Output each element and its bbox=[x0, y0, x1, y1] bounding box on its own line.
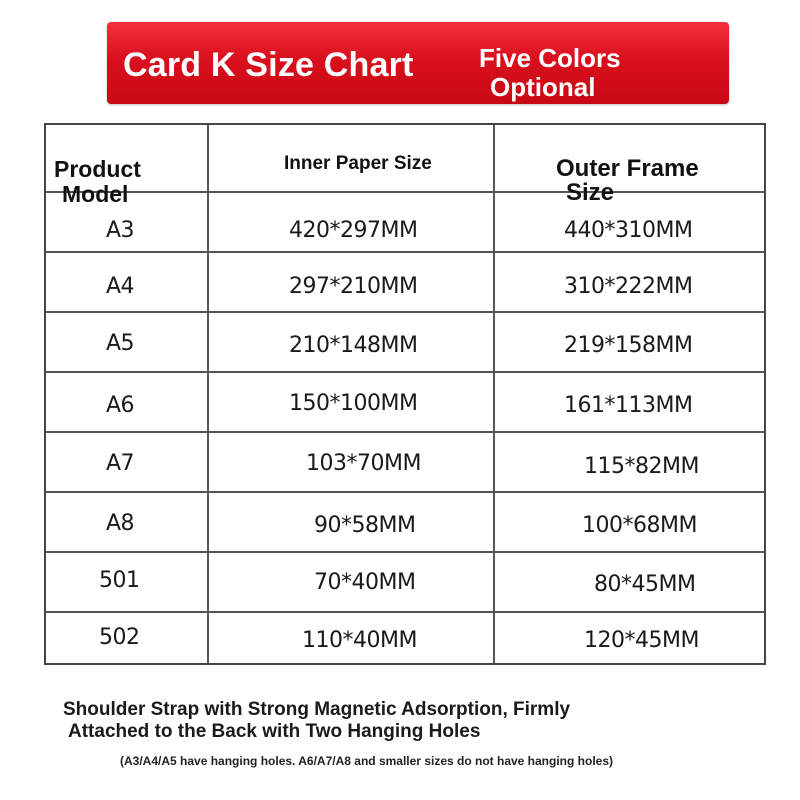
row-outer-a4: 310*222MM bbox=[564, 274, 693, 299]
row-outer-501: 80*45MM bbox=[594, 572, 696, 597]
row-model-a5: A5 bbox=[106, 331, 135, 356]
row-inner-a6: 150*100MM bbox=[289, 391, 418, 416]
row-divider bbox=[46, 611, 764, 613]
row-inner-a8: 90*58MM bbox=[314, 513, 416, 538]
row-outer-a5: 219*158MM bbox=[564, 333, 693, 358]
row-outer-a3: 440*310MM bbox=[564, 218, 693, 243]
row-outer-a7: 115*82MM bbox=[584, 454, 699, 479]
banner-subtitle-line2: Optional bbox=[490, 72, 596, 102]
header-product-model-line1: Product bbox=[54, 156, 141, 182]
row-model-a6: A6 bbox=[106, 393, 135, 418]
header-outer-frame-size-line1: Outer Frame bbox=[556, 155, 699, 182]
row-inner-502: 110*40MM bbox=[302, 628, 417, 653]
feature-note-line1: Shoulder Strap with Strong Magnetic Adsorption, Firmly bbox=[63, 699, 571, 720]
header-inner-paper-size: Inner Paper Size bbox=[284, 153, 432, 174]
column-divider bbox=[493, 125, 495, 663]
row-model-a3: A3 bbox=[106, 218, 135, 243]
row-divider bbox=[46, 431, 764, 433]
row-outer-502: 120*45MM bbox=[584, 628, 699, 653]
row-outer-a6: 161*113MM bbox=[564, 393, 693, 418]
row-inner-a5: 210*148MM bbox=[289, 333, 418, 358]
header-product-model-line2: Model bbox=[62, 181, 129, 207]
row-inner-a7: 103*70MM bbox=[306, 451, 421, 476]
size-table bbox=[44, 123, 766, 665]
banner-subtitle-line1: Five Colors bbox=[479, 43, 621, 73]
banner-title: Card K Size Chart bbox=[123, 46, 414, 84]
row-outer-a8: 100*68MM bbox=[582, 513, 697, 538]
row-model-502: 502 bbox=[99, 625, 140, 650]
row-divider bbox=[46, 251, 764, 253]
feature-note-line2: Attached to the Back with Two Hanging Holes bbox=[68, 721, 481, 742]
row-model-a8: A8 bbox=[106, 511, 135, 536]
row-divider bbox=[46, 371, 764, 373]
column-divider bbox=[207, 125, 209, 663]
row-model-501: 501 bbox=[99, 568, 140, 593]
row-divider bbox=[46, 311, 764, 313]
row-inner-501: 70*40MM bbox=[314, 570, 416, 595]
row-divider bbox=[46, 191, 764, 193]
row-inner-a3: 420*297MM bbox=[289, 218, 418, 243]
hanging-holes-footnote: (A3/A4/A5 have hanging holes. A6/A7/A8 and smaller sizes do not have hanging holes) bbox=[120, 754, 614, 768]
row-inner-a4: 297*210MM bbox=[289, 274, 418, 299]
title-banner bbox=[107, 22, 729, 104]
row-divider bbox=[46, 551, 764, 553]
row-model-a7: A7 bbox=[106, 451, 135, 476]
row-model-a4: A4 bbox=[106, 274, 135, 299]
row-divider bbox=[46, 491, 764, 493]
header-outer-frame-size-line2: Size bbox=[566, 179, 615, 206]
